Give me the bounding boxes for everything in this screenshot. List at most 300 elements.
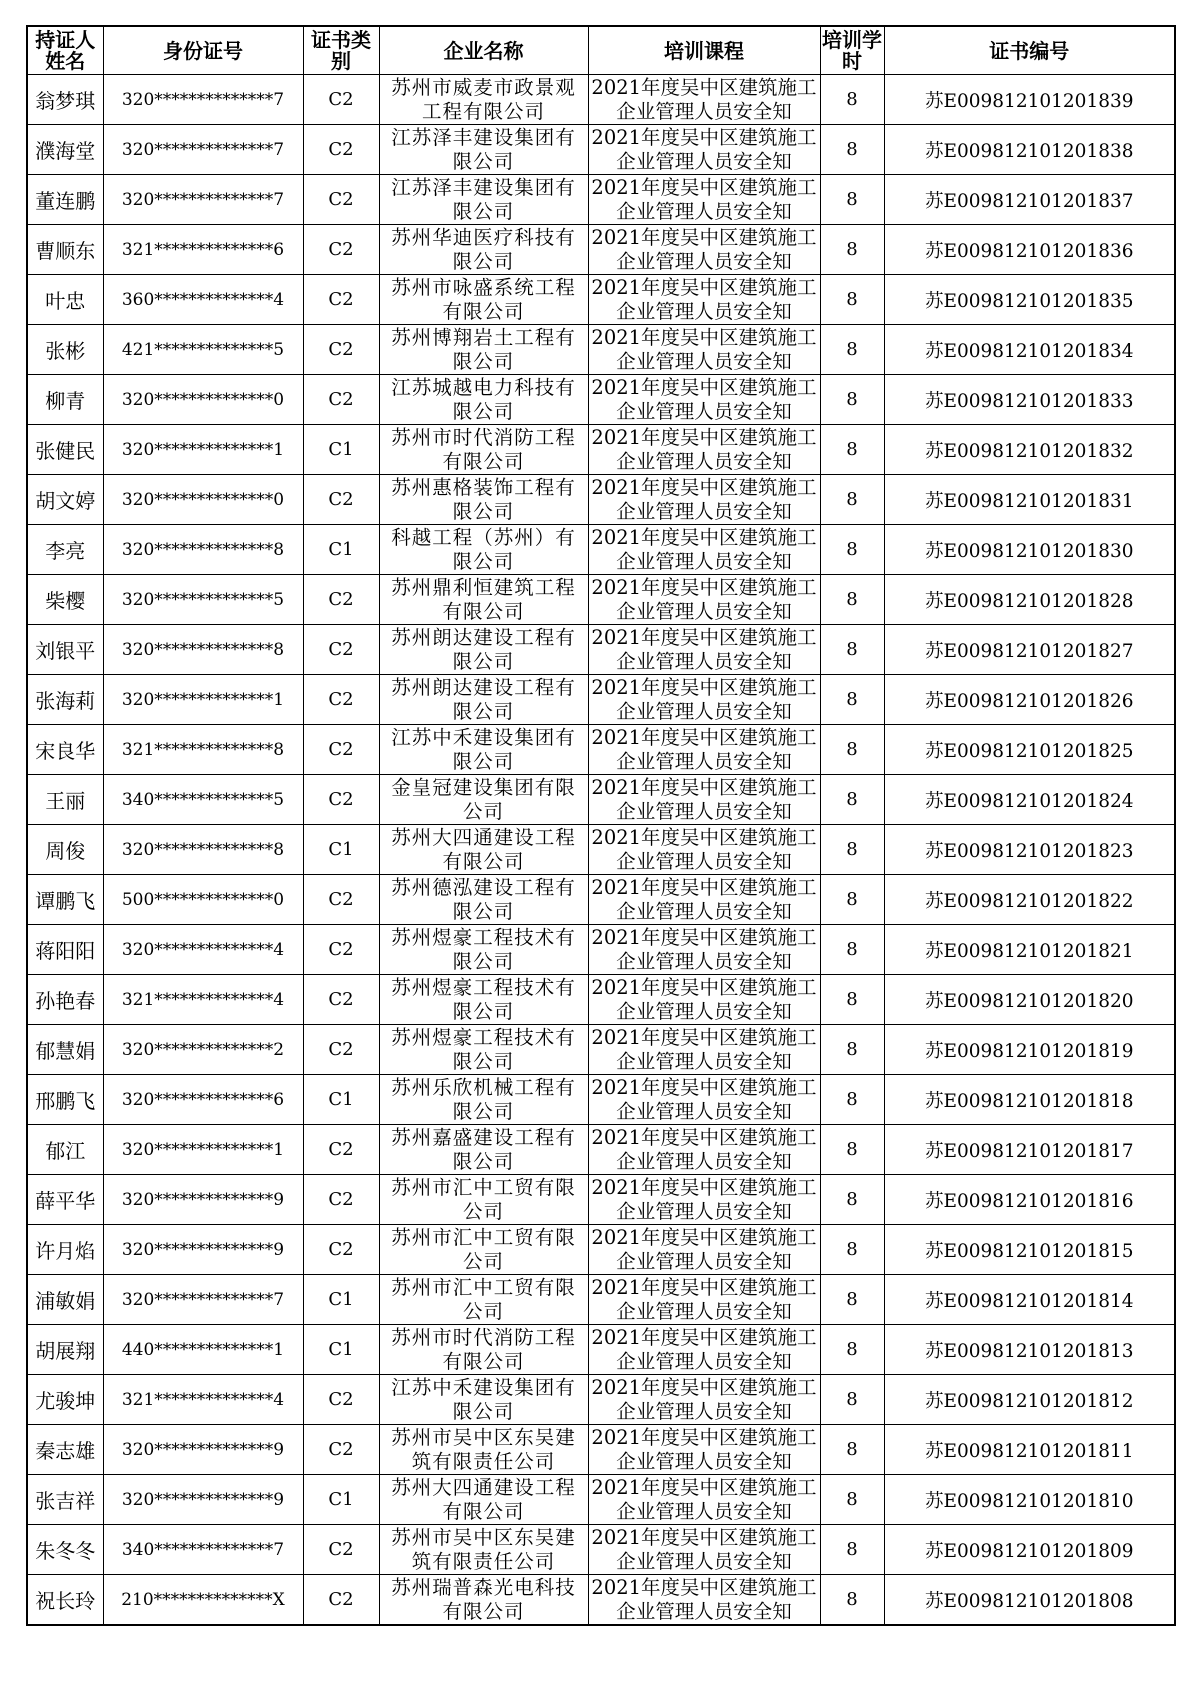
training-course-text: 2021年度吴中区建筑施工企业管理人员安全知	[591, 626, 817, 673]
id-number-cell: 321**************4	[103, 975, 303, 1025]
cert-number-cell: 苏E009812101201826	[884, 675, 1175, 725]
cert-number-cell: 苏E009812101201818	[884, 1075, 1175, 1125]
training-course-text: 2021年度吴中区建筑施工企业管理人员安全知	[591, 1576, 817, 1623]
table-row	[27, 1025, 1175, 1075]
training-hours-cell: 8	[820, 925, 884, 975]
id-number-cell: 320**************7	[103, 125, 303, 175]
company-name-text: 苏州鼎利恒建筑工程有限公司	[391, 576, 576, 623]
table-row	[27, 1175, 1175, 1225]
cert-category-cell: C2	[303, 125, 379, 175]
training-course-cell	[588, 525, 820, 575]
holder-name-cell: 王丽	[27, 775, 103, 825]
id-number-cell: 320**************9	[103, 1425, 303, 1475]
holder-name-cell: 孙艳春	[27, 975, 103, 1025]
holder-name-cell: 宋良华	[27, 725, 103, 775]
training-course-text: 2021年度吴中区建筑施工企业管理人员安全知	[591, 1326, 817, 1373]
training-hours-cell: 8	[820, 75, 884, 125]
cert-category-cell: C2	[303, 1025, 379, 1075]
training-course-text: 2021年度吴中区建筑施工企业管理人员安全知	[591, 426, 817, 473]
company-name-cell	[379, 875, 588, 925]
training-hours-cell: 8	[820, 1525, 884, 1575]
training-hours-cell: 8	[820, 225, 884, 275]
header-training-course: 培训课程	[588, 26, 820, 75]
training-course-cell	[588, 475, 820, 525]
training-course-cell	[588, 1175, 820, 1225]
table-row	[27, 1425, 1175, 1475]
training-hours-cell: 8	[820, 1575, 884, 1626]
training-hours-cell: 8	[820, 575, 884, 625]
cert-number-cell: 苏E009812101201835	[884, 275, 1175, 325]
holder-name-cell: 张健民	[27, 425, 103, 475]
id-number-cell: 320**************5	[103, 575, 303, 625]
training-course-cell	[588, 225, 820, 275]
company-name-text: 苏州市汇中工贸有限公司	[391, 1176, 576, 1223]
training-hours-cell: 8	[820, 775, 884, 825]
training-hours-cell: 8	[820, 375, 884, 425]
training-course-text: 2021年度吴中区建筑施工企业管理人员安全知	[591, 1176, 817, 1223]
training-hours-cell: 8	[820, 1275, 884, 1325]
company-name-text: 苏州华迪医疗科技有限公司	[391, 226, 576, 273]
training-course-cell	[588, 325, 820, 375]
id-number-cell: 320**************8	[103, 825, 303, 875]
cert-number-cell: 苏E009812101201821	[884, 925, 1175, 975]
header-cert-number: 证书编号	[884, 26, 1175, 75]
training-course-cell	[588, 1575, 820, 1626]
holder-name-cell: 曹顺东	[27, 225, 103, 275]
training-course-text: 2021年度吴中区建筑施工企业管理人员安全知	[591, 576, 817, 623]
cert-category-cell: C1	[303, 1325, 379, 1375]
company-name-text: 苏州市吴中区东吴建筑有限责任公司	[391, 1426, 576, 1473]
cert-category-cell: C2	[303, 675, 379, 725]
cert-number-cell: 苏E009812101201834	[884, 325, 1175, 375]
training-hours-cell: 8	[820, 975, 884, 1025]
cert-category-cell: C2	[303, 1525, 379, 1575]
id-number-cell: 320**************9	[103, 1475, 303, 1525]
training-course-cell	[588, 875, 820, 925]
company-name-cell	[379, 1525, 588, 1575]
table-row	[27, 625, 1175, 675]
training-hours-cell: 8	[820, 175, 884, 225]
cert-category-cell: C2	[303, 725, 379, 775]
table-row	[27, 175, 1175, 225]
company-name-text: 苏州市汇中工贸有限公司	[391, 1226, 576, 1273]
cert-number-cell: 苏E009812101201820	[884, 975, 1175, 1025]
id-number-cell: 320**************2	[103, 1025, 303, 1075]
cert-category-cell: C2	[303, 775, 379, 825]
cert-number-cell: 苏E009812101201827	[884, 625, 1175, 675]
company-name-cell	[379, 1275, 588, 1325]
company-name-text: 江苏泽丰建设集团有限公司	[391, 176, 576, 223]
training-course-text: 2021年度吴中区建筑施工企业管理人员安全知	[591, 476, 817, 523]
cert-number-cell: 苏E009812101201837	[884, 175, 1175, 225]
training-course-text: 2021年度吴中区建筑施工企业管理人员安全知	[591, 876, 817, 923]
cert-category-cell: C2	[303, 975, 379, 1025]
training-course-cell	[588, 1525, 820, 1575]
table-row	[27, 1475, 1175, 1525]
holder-name-cell: 李亮	[27, 525, 103, 575]
holder-name-cell: 柴樱	[27, 575, 103, 625]
training-course-cell	[588, 625, 820, 675]
training-hours-cell: 8	[820, 1025, 884, 1075]
company-name-text: 江苏中禾建设集团有限公司	[391, 726, 576, 773]
company-name-cell	[379, 775, 588, 825]
holder-name-cell: 刘银平	[27, 625, 103, 675]
training-course-cell	[588, 1325, 820, 1375]
company-name-text: 江苏中禾建设集团有限公司	[391, 1376, 576, 1423]
training-hours-cell: 8	[820, 625, 884, 675]
id-number-cell: 320**************8	[103, 525, 303, 575]
training-hours-cell: 8	[820, 1225, 884, 1275]
company-name-cell	[379, 975, 588, 1025]
id-number-cell: 210**************X	[103, 1575, 303, 1626]
training-course-cell	[588, 1425, 820, 1475]
cert-category-cell: C2	[303, 325, 379, 375]
table-row	[27, 925, 1175, 975]
company-name-cell	[379, 1375, 588, 1425]
table-row	[27, 125, 1175, 175]
holder-name-cell: 秦志雄	[27, 1425, 103, 1475]
company-name-cell	[379, 1025, 588, 1075]
training-hours-cell: 8	[820, 1075, 884, 1125]
cert-number-cell: 苏E009812101201811	[884, 1425, 1175, 1475]
company-name-text: 苏州朗达建设工程有限公司	[391, 626, 576, 673]
cert-number-cell: 苏E009812101201808	[884, 1575, 1175, 1626]
training-course-cell	[588, 675, 820, 725]
cert-number-cell: 苏E009812101201836	[884, 225, 1175, 275]
company-name-cell	[379, 1125, 588, 1175]
training-course-text: 2021年度吴中区建筑施工企业管理人员安全知	[591, 526, 817, 573]
header-holder-name: 持证人姓名	[27, 26, 103, 75]
table-row	[27, 375, 1175, 425]
cert-number-cell: 苏E009812101201819	[884, 1025, 1175, 1075]
id-number-cell: 321**************4	[103, 1375, 303, 1425]
company-name-text: 苏州煜豪工程技术有限公司	[391, 1026, 576, 1073]
cert-category-cell: C2	[303, 925, 379, 975]
id-number-cell: 320**************0	[103, 475, 303, 525]
table-row	[27, 425, 1175, 475]
training-course-cell	[588, 1125, 820, 1175]
training-hours-cell: 8	[820, 825, 884, 875]
header-training-hours: 培训学时	[822, 27, 882, 73]
id-number-cell: 320**************8	[103, 625, 303, 675]
cert-number-cell: 苏E009812101201838	[884, 125, 1175, 175]
id-number-cell: 320**************1	[103, 675, 303, 725]
holder-name-cell: 张吉祥	[27, 1475, 103, 1525]
company-name-text: 科越工程（苏州）有限公司	[391, 526, 576, 573]
table-row	[27, 1325, 1175, 1375]
company-name-cell	[379, 725, 588, 775]
table-row	[27, 675, 1175, 725]
id-number-cell: 320**************7	[103, 1275, 303, 1325]
training-course-text: 2021年度吴中区建筑施工企业管理人员安全知	[591, 1376, 817, 1423]
table-body	[27, 75, 1175, 1626]
company-name-text: 苏州大四通建设工程有限公司	[391, 826, 576, 873]
company-name-text: 苏州市汇中工贸有限公司	[391, 1276, 576, 1323]
cert-category-cell: C2	[303, 275, 379, 325]
training-hours-cell: 8	[820, 325, 884, 375]
table-row	[27, 575, 1175, 625]
company-name-cell	[379, 175, 588, 225]
table-row	[27, 1075, 1175, 1125]
table-row	[27, 475, 1175, 525]
id-number-cell: 421**************5	[103, 325, 303, 375]
table-row	[27, 975, 1175, 1025]
holder-name-cell: 张彬	[27, 325, 103, 375]
table-row	[27, 325, 1175, 375]
cert-number-cell: 苏E009812101201839	[884, 75, 1175, 125]
training-course-cell	[588, 1475, 820, 1525]
table-header	[27, 26, 1175, 75]
holder-name-cell: 郁慧娟	[27, 1025, 103, 1075]
cert-category-cell: C1	[303, 425, 379, 475]
company-name-text: 苏州市吴中区东吴建筑有限责任公司	[391, 1526, 576, 1573]
training-course-cell	[588, 125, 820, 175]
table-row	[27, 225, 1175, 275]
training-course-text: 2021年度吴中区建筑施工企业管理人员安全知	[591, 226, 817, 273]
cert-number-cell: 苏E009812101201830	[884, 525, 1175, 575]
training-course-cell	[588, 575, 820, 625]
holder-name-cell: 许月焰	[27, 1225, 103, 1275]
company-name-cell	[379, 475, 588, 525]
cert-number-cell: 苏E009812101201824	[884, 775, 1175, 825]
holder-name-cell: 胡文婷	[27, 475, 103, 525]
holder-name-cell: 谭鹏飞	[27, 875, 103, 925]
training-course-text: 2021年度吴中区建筑施工企业管理人员安全知	[591, 776, 817, 823]
training-course-cell	[588, 275, 820, 325]
table-row	[27, 725, 1175, 775]
training-course-text: 2021年度吴中区建筑施工企业管理人员安全知	[591, 826, 817, 873]
training-course-text: 2021年度吴中区建筑施工企业管理人员安全知	[591, 326, 817, 373]
training-hours-cell: 8	[820, 1425, 884, 1475]
table-row	[27, 875, 1175, 925]
training-course-text: 2021年度吴中区建筑施工企业管理人员安全知	[591, 1276, 817, 1323]
training-course-text: 2021年度吴中区建筑施工企业管理人员安全知	[591, 376, 817, 423]
company-name-cell	[379, 1325, 588, 1375]
cert-category-cell: C1	[303, 825, 379, 875]
training-course-text: 2021年度吴中区建筑施工企业管理人员安全知	[591, 176, 817, 223]
id-number-cell: 320**************9	[103, 1225, 303, 1275]
company-name-text: 苏州德泓建设工程有限公司	[391, 876, 576, 923]
cert-number-cell: 苏E009812101201822	[884, 875, 1175, 925]
training-course-text: 2021年度吴中区建筑施工企业管理人员安全知	[591, 1426, 817, 1473]
id-number-cell: 440**************1	[103, 1325, 303, 1375]
holder-name-cell: 薛平华	[27, 1175, 103, 1225]
id-number-cell: 321**************6	[103, 225, 303, 275]
training-course-text: 2021年度吴中区建筑施工企业管理人员安全知	[591, 1226, 817, 1273]
company-name-cell	[379, 1575, 588, 1626]
company-name-text: 苏州市威麦市政景观工程有限公司	[391, 76, 576, 123]
holder-name-cell: 濮海堂	[27, 125, 103, 175]
training-hours-cell: 8	[820, 125, 884, 175]
training-course-cell	[588, 975, 820, 1025]
cert-number-cell: 苏E009812101201810	[884, 1475, 1175, 1525]
company-name-cell	[379, 525, 588, 575]
training-course-cell	[588, 775, 820, 825]
training-course-cell	[588, 175, 820, 225]
id-number-cell: 500**************0	[103, 875, 303, 925]
cert-category-cell: C2	[303, 175, 379, 225]
training-course-cell	[588, 1375, 820, 1425]
training-course-text: 2021年度吴中区建筑施工企业管理人员安全知	[591, 276, 817, 323]
id-number-cell: 320**************4	[103, 925, 303, 975]
cert-category-cell: C2	[303, 875, 379, 925]
company-name-cell	[379, 275, 588, 325]
id-number-cell: 320**************7	[103, 75, 303, 125]
cert-number-cell: 苏E009812101201828	[884, 575, 1175, 625]
cert-number-cell: 苏E009812101201833	[884, 375, 1175, 425]
training-course-text: 2021年度吴中区建筑施工企业管理人员安全知	[591, 126, 817, 173]
training-hours-cell: 8	[820, 1175, 884, 1225]
company-name-cell	[379, 675, 588, 725]
training-course-cell	[588, 725, 820, 775]
training-course-cell	[588, 1225, 820, 1275]
certificate-roster-table	[26, 25, 1176, 1626]
id-number-cell: 320**************1	[103, 1125, 303, 1175]
training-course-cell	[588, 375, 820, 425]
table-row	[27, 75, 1175, 125]
id-number-cell: 320**************1	[103, 425, 303, 475]
company-name-text: 江苏城越电力科技有限公司	[391, 376, 576, 423]
training-hours-cell: 8	[820, 475, 884, 525]
cert-category-cell: C2	[303, 1375, 379, 1425]
id-number-cell: 320**************6	[103, 1075, 303, 1125]
table-row	[27, 525, 1175, 575]
training-course-cell	[588, 1275, 820, 1325]
training-hours-cell: 8	[820, 675, 884, 725]
cert-category-cell: C2	[303, 475, 379, 525]
id-number-cell: 321**************8	[103, 725, 303, 775]
holder-name-cell: 胡展翔	[27, 1325, 103, 1375]
holder-name-cell: 尤骏坤	[27, 1375, 103, 1425]
cert-number-cell: 苏E009812101201823	[884, 825, 1175, 875]
holder-name-cell: 邢鹏飞	[27, 1075, 103, 1125]
cert-number-cell: 苏E009812101201812	[884, 1375, 1175, 1425]
company-name-cell	[379, 75, 588, 125]
company-name-text: 苏州市时代消防工程有限公司	[391, 1326, 576, 1373]
company-name-cell	[379, 625, 588, 675]
training-hours-cell: 8	[820, 875, 884, 925]
holder-name-cell: 叶忠	[27, 275, 103, 325]
cert-category-cell: C2	[303, 1175, 379, 1225]
training-course-cell	[588, 1025, 820, 1075]
holder-name-cell: 柳青	[27, 375, 103, 425]
training-course-cell	[588, 425, 820, 475]
table-row	[27, 1275, 1175, 1325]
company-name-text: 苏州朗达建设工程有限公司	[391, 676, 576, 723]
cert-category-cell: C2	[303, 1125, 379, 1175]
holder-name-cell: 浦敏娟	[27, 1275, 103, 1325]
holder-name-cell: 郁江	[27, 1125, 103, 1175]
company-name-text: 苏州煜豪工程技术有限公司	[391, 926, 576, 973]
cert-category-cell: C2	[303, 1225, 379, 1275]
id-number-cell: 360**************4	[103, 275, 303, 325]
training-course-text: 2021年度吴中区建筑施工企业管理人员安全知	[591, 1126, 817, 1173]
cert-category-cell: C2	[303, 1425, 379, 1475]
company-name-cell	[379, 925, 588, 975]
training-course-cell	[588, 1075, 820, 1125]
training-course-text: 2021年度吴中区建筑施工企业管理人员安全知	[591, 1476, 817, 1523]
header-id-number: 身份证号	[103, 26, 303, 75]
cert-number-cell: 苏E009812101201816	[884, 1175, 1175, 1225]
company-name-text: 苏州惠格装饰工程有限公司	[391, 476, 576, 523]
cert-number-cell: 苏E009812101201813	[884, 1325, 1175, 1375]
training-hours-cell: 8	[820, 1325, 884, 1375]
cert-category-cell: C2	[303, 75, 379, 125]
id-number-cell: 320**************9	[103, 1175, 303, 1225]
training-hours-cell: 8	[820, 1475, 884, 1525]
cert-number-cell: 苏E009812101201831	[884, 475, 1175, 525]
training-course-text: 2021年度吴中区建筑施工企业管理人员安全知	[591, 1026, 817, 1073]
company-name-text: 金皇冠建设集团有限公司	[391, 776, 576, 823]
company-name-text: 苏州乐欣机械工程有限公司	[391, 1076, 576, 1123]
training-course-cell	[588, 825, 820, 875]
company-name-cell	[379, 1475, 588, 1525]
company-name-text: 苏州博翔岩土工程有限公司	[391, 326, 576, 373]
cert-category-cell: C2	[303, 575, 379, 625]
company-name-cell	[379, 825, 588, 875]
table-row	[27, 1525, 1175, 1575]
training-hours-cell: 8	[820, 525, 884, 575]
header-cert-category: 证书类别	[303, 26, 379, 75]
training-course-text: 2021年度吴中区建筑施工企业管理人员安全知	[591, 726, 817, 773]
id-number-cell: 320**************0	[103, 375, 303, 425]
training-hours-cell: 8	[820, 275, 884, 325]
cert-category-cell: C2	[303, 225, 379, 275]
cert-category-cell: C1	[303, 1475, 379, 1525]
holder-name-cell: 董连鹏	[27, 175, 103, 225]
cert-number-cell: 苏E009812101201815	[884, 1225, 1175, 1275]
cert-number-cell: 苏E009812101201832	[884, 425, 1175, 475]
company-name-text: 江苏泽丰建设集团有限公司	[391, 126, 576, 173]
table-row	[27, 775, 1175, 825]
holder-name-cell: 朱冬冬	[27, 1525, 103, 1575]
training-course-text: 2021年度吴中区建筑施工企业管理人员安全知	[591, 926, 817, 973]
training-course-text: 2021年度吴中区建筑施工企业管理人员安全知	[591, 1526, 817, 1573]
company-name-text: 苏州煜豪工程技术有限公司	[391, 976, 576, 1023]
table-row	[27, 1575, 1175, 1626]
company-name-cell	[379, 1075, 588, 1125]
id-number-cell: 340**************7	[103, 1525, 303, 1575]
cert-category-cell: C1	[303, 1275, 379, 1325]
company-name-text: 苏州嘉盛建设工程有限公司	[391, 1126, 576, 1173]
training-hours-cell: 8	[820, 725, 884, 775]
holder-name-cell: 张海莉	[27, 675, 103, 725]
cert-number-cell: 苏E009812101201809	[884, 1525, 1175, 1575]
company-name-cell	[379, 325, 588, 375]
cert-category-cell: C1	[303, 525, 379, 575]
cert-number-cell: 苏E009812101201817	[884, 1125, 1175, 1175]
cert-category-cell: C2	[303, 375, 379, 425]
company-name-cell	[379, 1225, 588, 1275]
training-course-cell	[588, 925, 820, 975]
holder-name-cell: 蒋阳阳	[27, 925, 103, 975]
training-hours-cell: 8	[820, 1375, 884, 1425]
cert-category-cell: C1	[303, 1075, 379, 1125]
company-name-cell	[379, 1425, 588, 1475]
holder-name-cell: 祝长玲	[27, 1575, 103, 1626]
table-row	[27, 275, 1175, 325]
company-name-cell	[379, 1175, 588, 1225]
id-number-cell: 340**************5	[103, 775, 303, 825]
holder-name-cell: 周俊	[27, 825, 103, 875]
header-company-name: 企业名称	[379, 26, 588, 75]
cert-category-cell: C2	[303, 625, 379, 675]
company-name-cell	[379, 575, 588, 625]
header-row	[27, 26, 1175, 75]
company-name-cell	[379, 425, 588, 475]
company-name-cell	[379, 125, 588, 175]
training-course-cell	[588, 75, 820, 125]
